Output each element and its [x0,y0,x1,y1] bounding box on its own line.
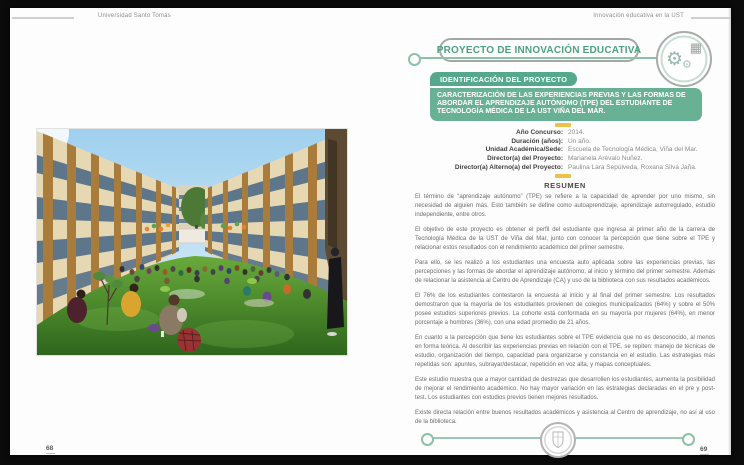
footer-left-ring [421,433,434,446]
metadata-label: Director(a) Alterno(a) del Proyecto: [454,163,563,171]
resumen-body [415,193,715,433]
metadata-label: Año Concurso: [516,129,563,136]
resumen-paragraph: En cuanto a la percepción que tiene los estudiantes sobre el TPE evidencia que no es desconocido, al menos en forma teórica. Al describir las experiencias previas en relación con el TPE, se repiten: manejo de técnicas de estudio, organización del tiempo, capacidad para organizarse y constancia en el estudio. Las estrategias más repetidas son: apuntes, subrayar/destacar, repetición en voz alta, y mapas conceptuales. [415,335,715,368]
metadata-value: Marianela Arévalo Nuñez. [568,155,643,163]
gear-small-icon: ⚙ [682,59,692,71]
metadata-row [378,147,713,154]
resumen-paragraph: El término de “aprendizaje autónomo” (TPE) se refiere a la capacidad de aprender por uno mismo, sin necesidad de alguien más. Esto también se define como autoaprendizaje, aprendizaje autorregulado, estudio independiente, entre otros. [415,194,715,218]
metadata-value: 2014. [568,129,585,136]
program-banner: PROYECTO DE INNOVACIÓN EDUCATIVA [439,38,639,62]
metadata-row [378,165,713,172]
right-header-rule [691,17,731,19]
ust-crest-icon [551,431,565,449]
courtyard-photo [36,128,348,356]
right-page-number-rule [700,454,709,455]
footer-right-ring [682,433,695,446]
section-divider-line [412,57,668,59]
section-label: IDENTIFICACIÓN DEL PROYECTO [430,72,577,86]
divider-left-ring [408,53,421,66]
metadata-value: Un año. [568,137,591,145]
metadata-value: Paulina Lara Sepúlveda, Roxana Silva Jaña. [568,163,697,171]
left-page-number-rule [46,453,55,454]
right-page-number: 69 [700,446,708,453]
metadata-label: Director(a) del Proyecto: [487,155,563,163]
ust-crest-badge [540,422,576,458]
yellow-divider-2 [555,174,571,178]
metadata-row [378,130,713,137]
book-spread [10,8,731,455]
project-metadata [378,130,713,173]
resumen-paragraph: Para ello, se les realizó a los estudiantes una encuesta auto aplicada sobre las experiencias previas, las percepciones y las formas de abordar el aprendizaje autónomo, al inicio y término del primer semestre. Además de relacionar la asistencia al Centro de Aprendizaje (CA) y uso de la biblioteca con sus resultados académicos. [415,260,715,284]
left-header-rule [12,17,74,19]
project-badge-circle [656,31,712,87]
gear-icon: ⚙ [666,49,684,70]
right-page-header: Innovación educativa en la UST [593,13,684,19]
resumen-paragraph: Existe directa relación entre buenos resultados académicos y asistencia al Centro de aprendizaje, no así al uso de la biblioteca. [415,410,715,425]
spreadsheet-icon: ▦ [689,40,702,55]
metadata-value: Escuela de Tecnología Médica, Viña del Mar. [568,146,698,154]
resumen-paragraph: El objetivo de este proyecto es obtener el perfil del estudiante que ingresa al primer año de la carrera de Tecnología Médica de la UST de Viña del Mar, junto con conocer la percepción que tiene sobre el TPE y relacionar estos resultados con el rendimiento académico del primer semestre. [415,227,715,251]
resumen-paragraph: El 76% de los estudiantes contestaron la encuesta al inicio y al final del primer semestre. Los resultados demostraron que la mayoría de los estudiantes provienen de colegios municipalizados (64%) y sobre el 50% posee estudios superiores previos. La cohorte está conformada en su mayoría por mujeres (64%), en menor porcentaje a hombres (36%), con una edad promedio de 21 años. [415,293,715,326]
left-page-header: Universidad Santo Tomás [98,13,171,19]
metadata-row [378,156,713,163]
metadata-row [378,139,713,146]
project-title: CARACTERIZACIÓN DE LAS EXPERIENCIAS PREVIAS Y LAS FORMAS DE ABORDAR EL APRENDIZAJE AUTÓNOMO (TPE) DEL ESTUDIANTE DE TECNOLOGÍA MÉDICA DE LA UST VIÑA DEL MAR. [430,88,702,121]
left-page-number: 68 [46,445,54,452]
metadata-label: Unidad Académica/Sede: [485,146,563,154]
metadata-label: Duración (años): [511,137,563,145]
resumen-heading: RESUMEN [544,181,586,190]
yellow-divider-1 [555,123,571,127]
page-edge-shadow [728,8,731,455]
resumen-paragraph: Este estudio muestra que a mayor cantidad de destrezas que desarrollen los estudiantes, aumenta la posibilidad de mejorar el rendimiento académico. No hay mayor variación en las estrategias declaradas en el pre y post-test. Los estudiantes con estudios previos tienen mejores resultados. [415,377,715,401]
